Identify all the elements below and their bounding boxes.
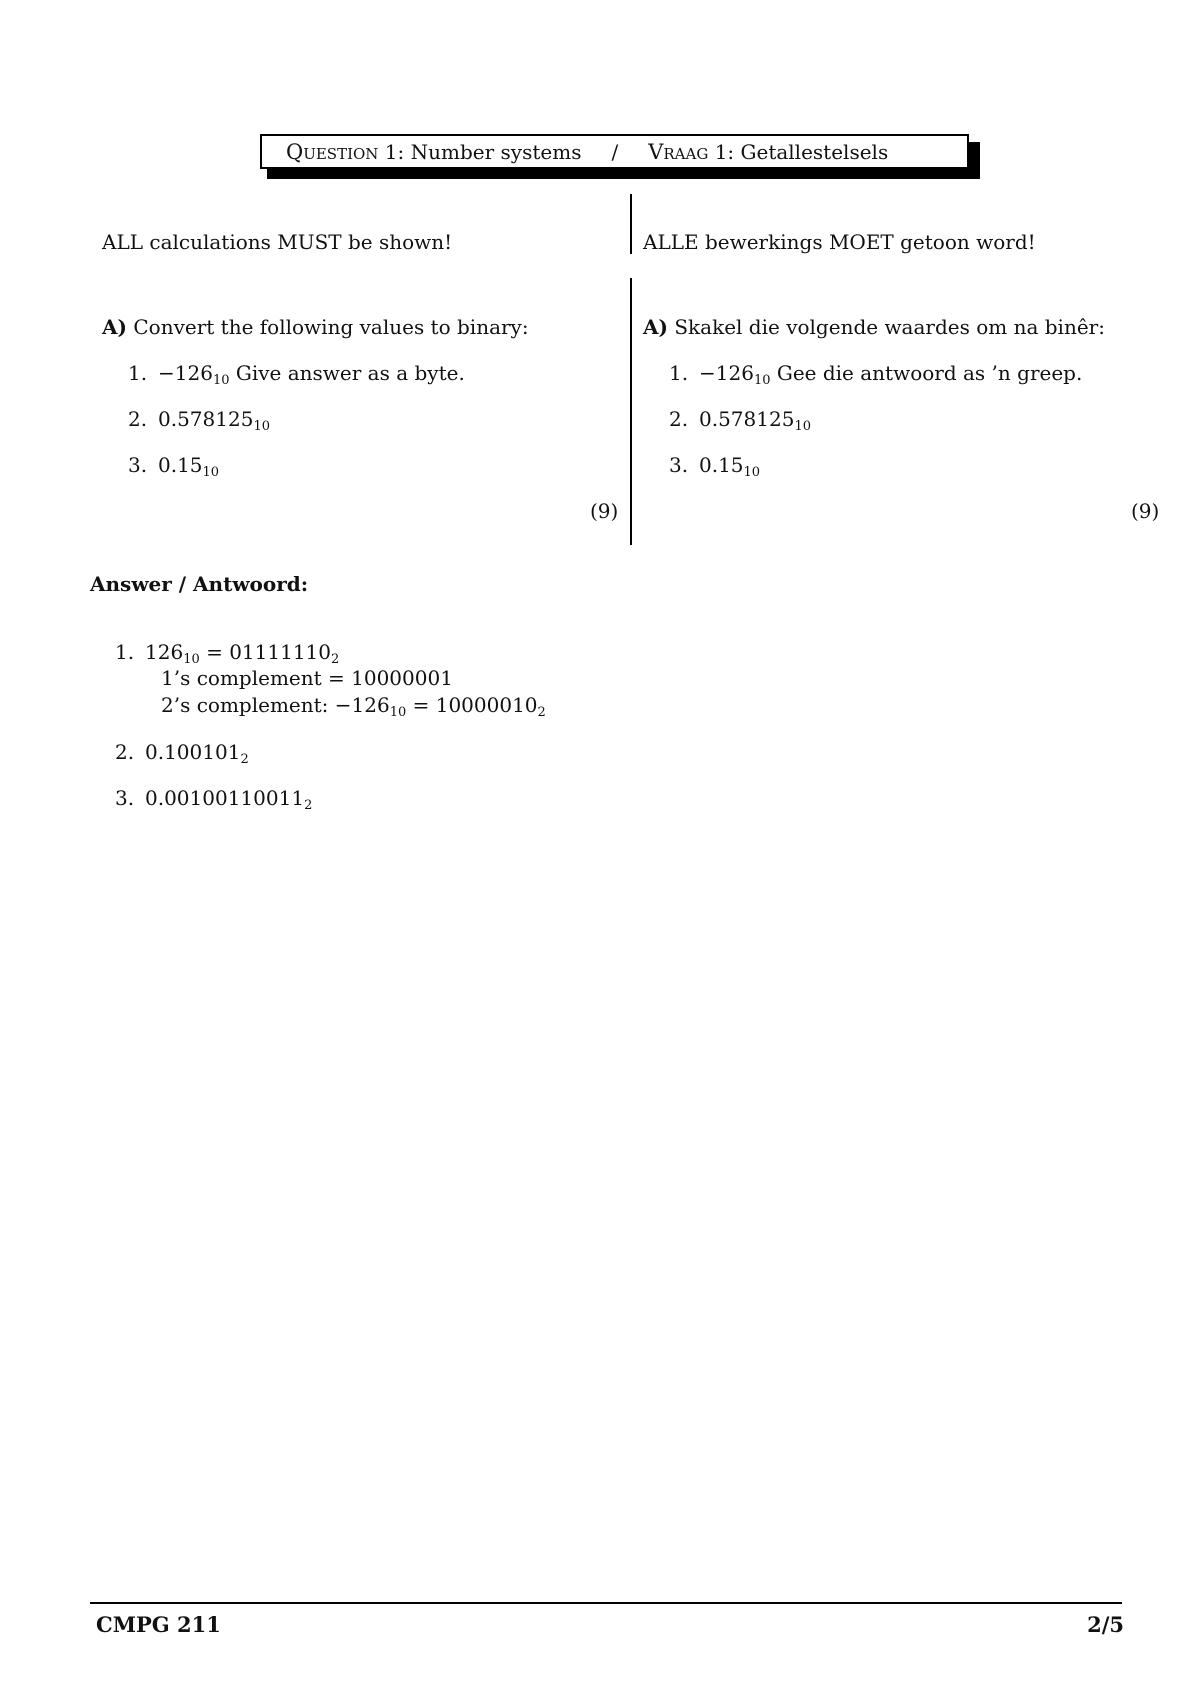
answer-item-3: 3. $0.00100110011_2$ (115, 786, 313, 813)
footer-page-number: 2/5 (1087, 1612, 1124, 1637)
title-vraag-prefix: Vraag (648, 139, 709, 164)
part-a-af-text: Skakel die volgende waardes om na binêr: (674, 315, 1105, 339)
footer-course: CMPG 211 (96, 1612, 221, 1637)
af-item-2: 2. $0.578125_{10}$ (669, 407, 811, 434)
part-a-en-heading (102, 315, 622, 339)
en-item-1: 1. $-126_{10}$ Give answer as a byte. (128, 361, 465, 388)
answer-item-1-line-3: 2’s complement: $-126_{10} = 10000010_2$ (161, 693, 546, 720)
instruction-af: ALLE bewerkings MOET getoon word! (643, 230, 1036, 254)
title-separator: / (611, 139, 619, 164)
question-title (260, 134, 969, 169)
answer-item-1-line-1: 1. $126_{10} = 01111110_2$ (115, 640, 340, 667)
title-topic-en: Number systems (410, 139, 582, 164)
column-divider-top (630, 194, 632, 254)
en-item-2: 2. $0.578125_{10}$ (128, 407, 270, 434)
answer-heading: Answer / Antwoord: (90, 572, 309, 596)
af-item-3: 3. $0.15_{10}$ (669, 453, 761, 480)
title-question-prefix: Question (286, 139, 379, 164)
answer-item-1-line-2: 1’s complement = 10000001 (161, 666, 453, 690)
marks-af: (9) (1131, 499, 1160, 523)
answer-item-2: 2. $0.100101_2$ (115, 740, 249, 767)
marks-en: (9) (590, 499, 619, 523)
af-item-1: 1. $-126_{10}$ Gee die antwoord as ’n greep. (669, 361, 1083, 388)
en-item-3: 3. $0.15_{10}$ (128, 453, 220, 480)
title-topic-af: Getallestelsels (740, 139, 889, 164)
part-a-label-af: A) (643, 315, 668, 339)
part-a-label: A) (102, 315, 127, 339)
title-question-num: 1: (384, 139, 405, 164)
part-a-en-text: Convert the following values to binary: (133, 315, 529, 339)
instruction-en: ALL calculations MUST be shown! (102, 230, 453, 254)
title-vraag-num: 1: (714, 139, 735, 164)
part-a-af-heading (643, 315, 1163, 339)
footer-rule (90, 1602, 1122, 1604)
